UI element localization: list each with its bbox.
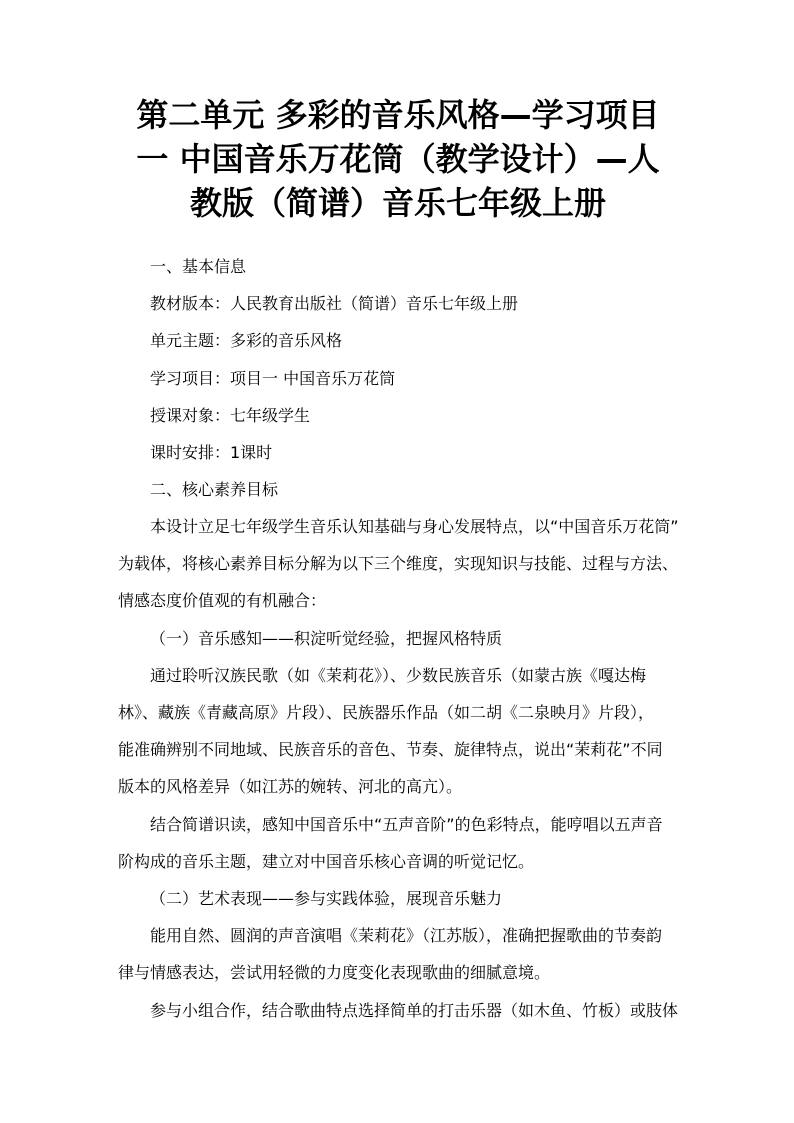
paragraph-line: 参与小组合作，结合歌曲特点选择简单的打击乐器（如木鱼、竹板）或肢体: [150, 1001, 679, 1020]
goals-intro-line-1: 本设计立足七年级学生音乐认知基础与身心发展特点，以“中国音乐万花筒”: [150, 517, 679, 536]
paragraph-line: 结合简谱识读，感知中国音乐中“五声音阶”的色彩特点，能哼唱以五声音: [150, 815, 663, 834]
info-unit-theme: 单元主题：多彩的音乐风格: [150, 331, 343, 350]
info-learning-project: 学习项目：项目一 中国音乐万花筒: [150, 369, 396, 388]
goals-intro-line-3: 情感态度价值观的有机融合：: [118, 591, 327, 610]
goals-intro-line-2: 为载体，将核心素养目标分解为以下三个维度，实现知识与技能、过程与方法、: [118, 554, 679, 573]
title-line-1: 第二单元 多彩的音乐风格—学习项目: [136, 96, 660, 134]
subheading-artistic-expression: （二）艺术表现——参与实践体验，展现音乐魅力: [150, 889, 503, 908]
paragraph-line: 阶构成的音乐主题，建立对中国音乐核心音调的听觉记忆。: [118, 852, 535, 871]
document-title: [118, 93, 678, 225]
paragraph-line: 能用自然、圆润的声音演唱《茉莉花》（江苏版），准确把握歌曲的节奏韵: [150, 926, 663, 945]
info-schedule: 课时安排：1课时: [150, 443, 273, 462]
title-line-2: 一 中国音乐万花筒（教学设计）—人: [136, 140, 660, 178]
section-heading-goals: 二、核心素养目标: [150, 480, 279, 499]
info-edition: 教材版本：人民教育出版社（简谱）音乐七年级上册: [150, 294, 519, 313]
info-audience: 授课对象：七年级学生: [150, 406, 311, 425]
title-line-3: 教版（简谱）音乐七年级上册: [189, 184, 606, 222]
paragraph-line: 能准确辨别不同地域、民族音乐的音色、节奏、旋律特点，说出“茉莉花”不同: [118, 740, 663, 759]
paragraph-line: 版本的风格差异（如江苏的婉转、河北的高亢）。: [118, 777, 463, 796]
paragraph-line: 通过聆听汉族民歌（如《茉莉花》）、少数民族音乐（如蒙古族《嘎达梅: [150, 666, 647, 685]
paragraph-line: 林》、藏族《青藏高原》片段）、民族器乐作品（如二胡《二泉映月》片段），: [118, 703, 655, 722]
paragraph-line: 律与情感表达，尝试用轻微的力度变化表现歌曲的细腻意境。: [118, 963, 551, 982]
section-heading-basic-info: 一、基本信息: [150, 257, 247, 276]
subheading-music-perception: （一）音乐感知——积淀听觉经验，把握风格特质: [150, 629, 503, 648]
